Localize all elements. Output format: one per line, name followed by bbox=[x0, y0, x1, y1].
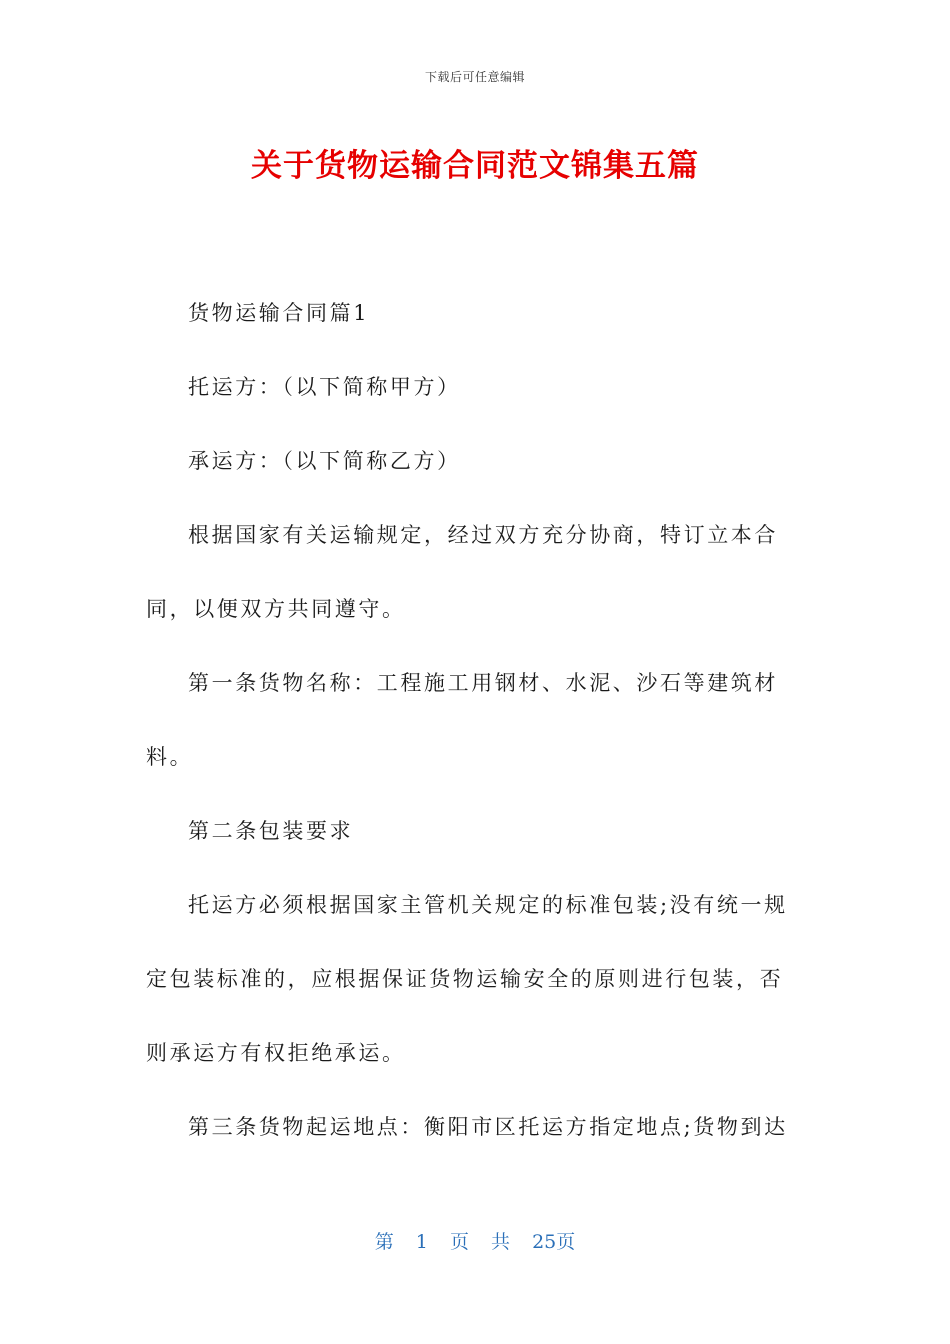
paragraph-article-2-body: 托运方必须根据国家主管机关规定的标准包装;没有统一规定包装标准的，应根据保证货物运输安全的原则进行包装，否则承运方有权拒绝承运。 bbox=[146, 893, 788, 1065]
header-note: 下载后可任意编辑 bbox=[424, 70, 525, 84]
paragraph-preamble: 根据国家有关运输规定，经过双方充分协商，特订立本合同，以便双方共同遵守。 bbox=[146, 523, 778, 621]
paragraph-article-2-heading: 第二条包装要求 bbox=[188, 819, 354, 843]
paragraph-article-1: 第一条货物名称：工程施工用钢材、水泥、沙石等建筑材料。 bbox=[146, 671, 778, 769]
paragraph-article-3: 第三条货物起运地点：衡阳市区托运方指定地点;货物到达 bbox=[188, 1115, 788, 1139]
footer-page-unit: 页 bbox=[449, 1231, 469, 1253]
footer-current-page: 1 bbox=[415, 1231, 428, 1253]
footer-total-pages: 25页 bbox=[532, 1231, 576, 1253]
page-number-footer bbox=[0, 1227, 950, 1254]
footer-total-label: 共 bbox=[491, 1231, 511, 1253]
footer-page-label: 第 bbox=[374, 1231, 394, 1253]
paragraph-shipper: 托运方：（以下简称甲方） bbox=[188, 375, 461, 399]
paragraph-carrier: 承运方：（以下简称乙方） bbox=[188, 449, 461, 473]
document-body bbox=[146, 276, 806, 1164]
document-title: 关于货物运输合同范文锦集五篇 bbox=[251, 148, 699, 184]
section-heading: 货物运输合同篇1 bbox=[188, 301, 370, 325]
